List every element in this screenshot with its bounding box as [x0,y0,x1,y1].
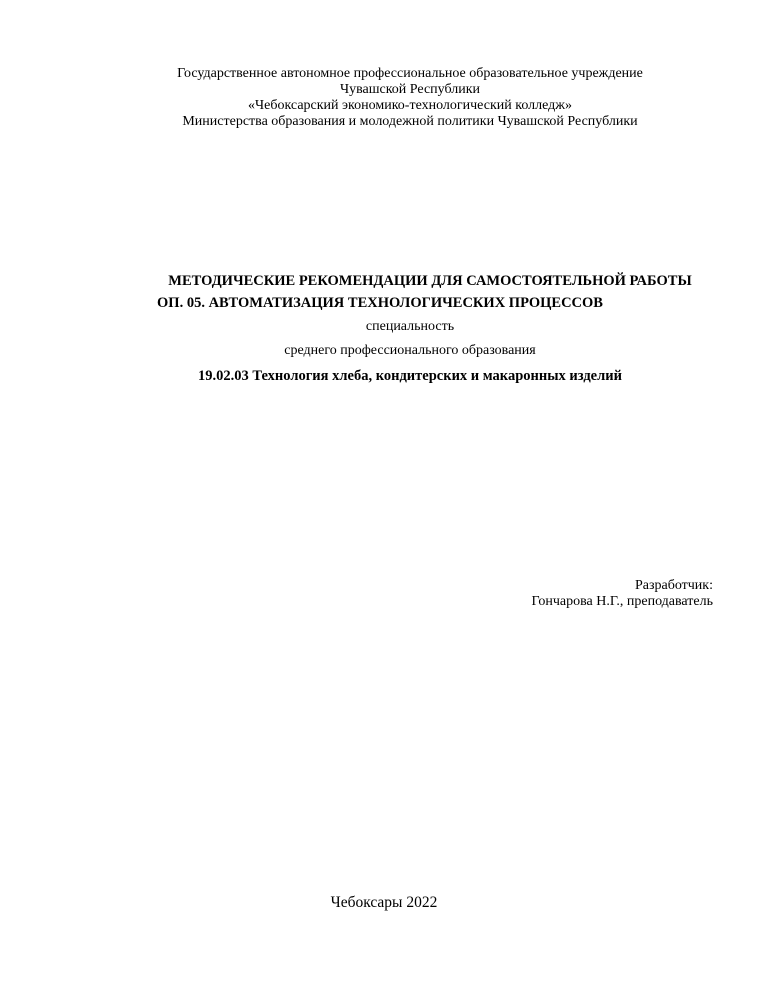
education-level: среднего профессионального образования [284,343,536,358]
specialty-label: специальность [365,319,455,334]
header-line-institution-type: Государственное автономное профессиональное образовательное учреждение [177,66,643,81]
developer-name: Гончарова Н.Г., преподаватель [531,594,713,609]
title-block [60,270,760,387]
institution-header [80,66,740,130]
city-year: Чебоксары 2022 [330,894,438,911]
developer-label: Разработчик: [634,578,713,593]
header-line-republic: Чувашской Республики [339,82,481,97]
document-title: МЕТОДИЧЕСКИЕ РЕКОМЕНДАЦИИ ДЛЯ САМОСТОЯТЕЛЬНОЙ РАБОТЫ [168,273,692,289]
developer-block [373,578,713,610]
specialty-name: 19.02.03 Технология хлеба, кондитерских и макаронных изделий [198,368,622,384]
subject-title: ОП. 05. АВТОМАТИЗАЦИЯ ТЕХНОЛОГИЧЕСКИХ ПРОЦЕССОВ [157,295,603,311]
header-line-ministry: Министерства образования и молодежной политики Чувашской Республики [182,114,638,129]
header-line-college-name: «Чебоксарский экономико-технологический колледж» [248,98,572,113]
